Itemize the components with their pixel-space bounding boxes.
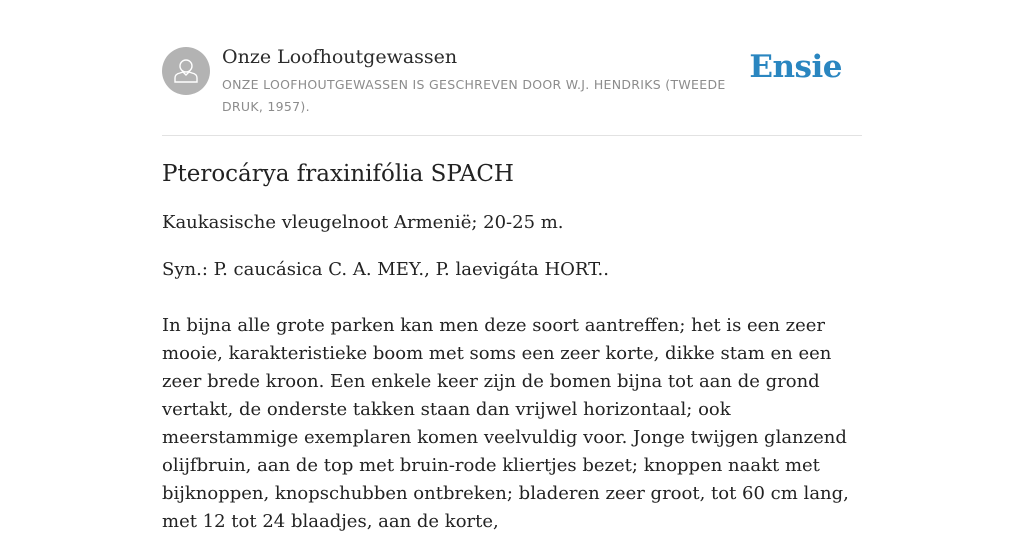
source-header bbox=[162, 47, 862, 136]
entry-content bbox=[162, 158, 872, 536]
entry-subtitle: Kaukasische vleugelnoot Armenië; 20-25 m. bbox=[162, 212, 564, 233]
ensie-logo[interactable]: Ensie bbox=[749, 49, 842, 85]
source-description: ONZE LOOFHOUTGEWASSEN IS GESCHREVEN DOOR W.J. HENDRIKS (TWEEDE DRUK, 1957). bbox=[222, 77, 726, 114]
entry-body: In bijna alle grote parken kan men deze soort aantreffen; het is een zeer mooie, karakteristieke boom met soms een zeer korte, dikke stam en een zeer brede kroon. Een enkele keer zijn de bomen bijna tot aan de grond vertakt, de onderste takken staan dan vrijwel horizontaal; ook meerstammige exemplaren komen veelvuldig voor. Jonge twijgen glanzend olijfbruin, aan de top met bruin-rode kliertjes bezet; knoppen naakt met bijknoppen, knopschubben ontbreken; bladeren zeer groot, tot 60 cm lang, met 12 tot 24 blaadjes, aan de korte, bbox=[162, 315, 849, 532]
entry-title: Pterocárya fraxinifólia SPACH bbox=[162, 161, 514, 187]
user-icon bbox=[162, 47, 210, 95]
source-title[interactable]: Onze Loofhoutgewassen bbox=[222, 46, 458, 68]
entry-synonyms: Syn.: P. caucásica C. A. MEY., P. laevigáta HORT.. bbox=[162, 259, 609, 280]
